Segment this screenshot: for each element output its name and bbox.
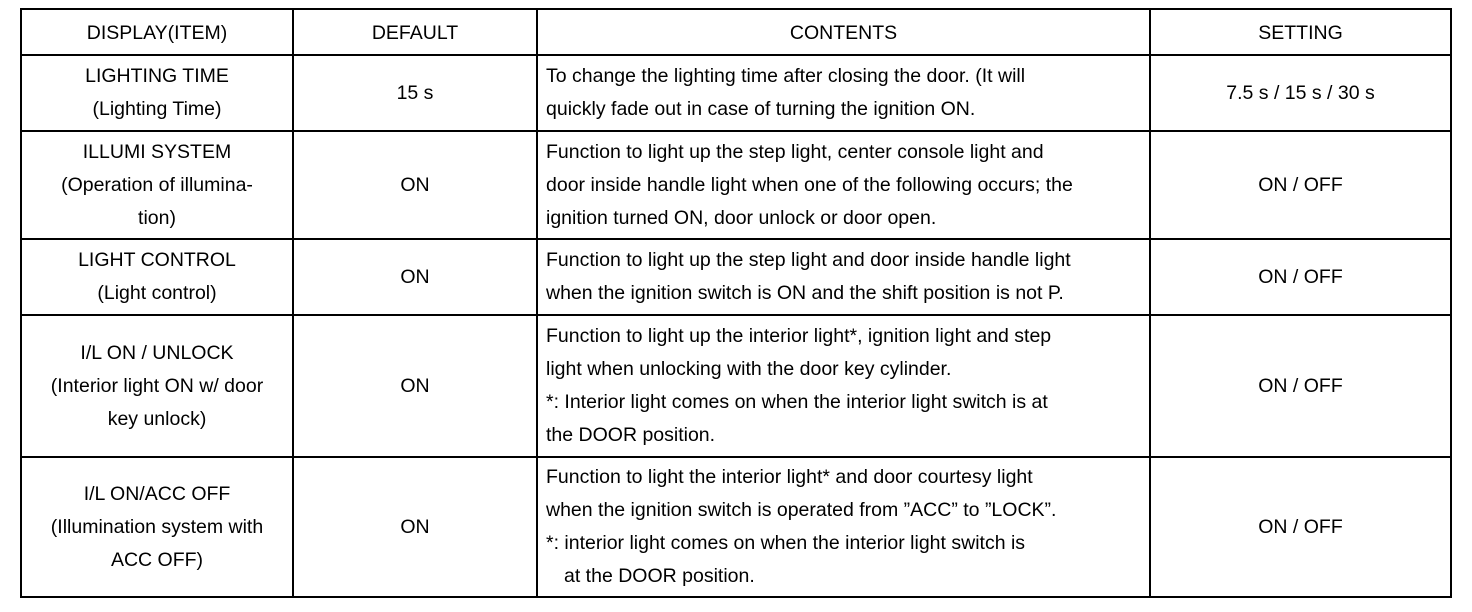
table-row xyxy=(21,239,1451,315)
table-header xyxy=(21,9,1451,55)
header-setting: SETTING xyxy=(1150,9,1451,55)
customize-settings-table xyxy=(20,8,1452,598)
table-row xyxy=(21,457,1451,597)
contents-line: Function to light the interior light* and door courtesy light xyxy=(546,466,1033,488)
contents-cell xyxy=(537,239,1150,315)
setting-cell: ON / OFF xyxy=(1150,131,1451,239)
item-description: key unlock) xyxy=(107,407,207,430)
setting-cell: 7.5 s / 15 s / 30 s xyxy=(1150,55,1451,131)
default-cell: ON xyxy=(293,239,537,315)
item-cell xyxy=(21,315,293,457)
contents-line: Function to light up the step light and door inside handle light xyxy=(546,249,1071,271)
item-name: LIGHTING TIME xyxy=(85,65,229,87)
setting-cell: ON / OFF xyxy=(1150,457,1451,597)
header-default: DEFAULT xyxy=(293,9,537,55)
contents-line: door inside handle light when one of the following occurs; the xyxy=(546,173,1073,196)
contents-line: light when unlocking with the door key cylinder. xyxy=(546,358,952,380)
footnote-line: *: interior light comes on when the interior light switch is xyxy=(546,532,1026,554)
header-contents: CONTENTS xyxy=(537,9,1150,55)
item-cell xyxy=(21,239,293,315)
item-description: (Interior light ON w/ door xyxy=(50,374,264,397)
contents-line: ignition turned ON, door unlock or door open. xyxy=(546,206,937,229)
table-row xyxy=(21,55,1451,131)
item-cell xyxy=(21,55,293,131)
item-name: ILLUMI SYSTEM xyxy=(82,140,232,163)
contents-line: Function to light up the step light, center console light and xyxy=(546,140,1044,163)
contents-line: when the ignition switch is ON and the shift position is not P. xyxy=(546,282,1064,304)
table-row xyxy=(21,131,1451,239)
item-description: (Illumination system with xyxy=(50,515,264,538)
contents-cell xyxy=(537,131,1150,239)
item-cell xyxy=(21,131,293,239)
footnote-line: the DOOR position. xyxy=(546,424,716,446)
contents-line: Function to light up the interior light*, ignition light and step xyxy=(546,325,1052,347)
item-name: I/L ON/ACC OFF xyxy=(83,482,231,505)
default-cell: ON xyxy=(293,457,537,597)
contents-cell xyxy=(537,55,1150,131)
table-row xyxy=(21,315,1451,457)
item-description: (Light control) xyxy=(97,282,217,304)
table-body xyxy=(21,55,1451,597)
contents-line: quickly fade out in case of turning the ignition ON. xyxy=(546,98,976,120)
item-name: I/L ON / UNLOCK xyxy=(80,341,234,364)
item-description: (Lighting Time) xyxy=(92,98,222,120)
contents-line: when the ignition switch is operated from ”ACC” to ”LOCK”. xyxy=(546,499,1057,521)
footnote-line: *: Interior light comes on when the interior light switch is at xyxy=(546,391,1048,413)
item-description: ACC OFF) xyxy=(110,548,204,571)
contents-line: To change the lighting time after closing the door. (It will xyxy=(546,65,1026,87)
contents-cell xyxy=(537,315,1150,457)
item-name: LIGHT CONTROL xyxy=(78,249,236,271)
default-cell: 15 s xyxy=(293,55,537,131)
default-cell: ON xyxy=(293,131,537,239)
contents-cell xyxy=(537,457,1150,597)
header-row xyxy=(21,9,1451,55)
setting-cell: ON / OFF xyxy=(1150,315,1451,457)
setting-cell: ON / OFF xyxy=(1150,239,1451,315)
item-description: tion) xyxy=(138,206,176,229)
default-cell: ON xyxy=(293,315,537,457)
footnote-line: at the DOOR position. xyxy=(564,565,755,587)
item-cell xyxy=(21,457,293,597)
item-description: (Operation of illumina- xyxy=(61,173,253,196)
header-display-item: DISPLAY(ITEM) xyxy=(21,9,293,55)
